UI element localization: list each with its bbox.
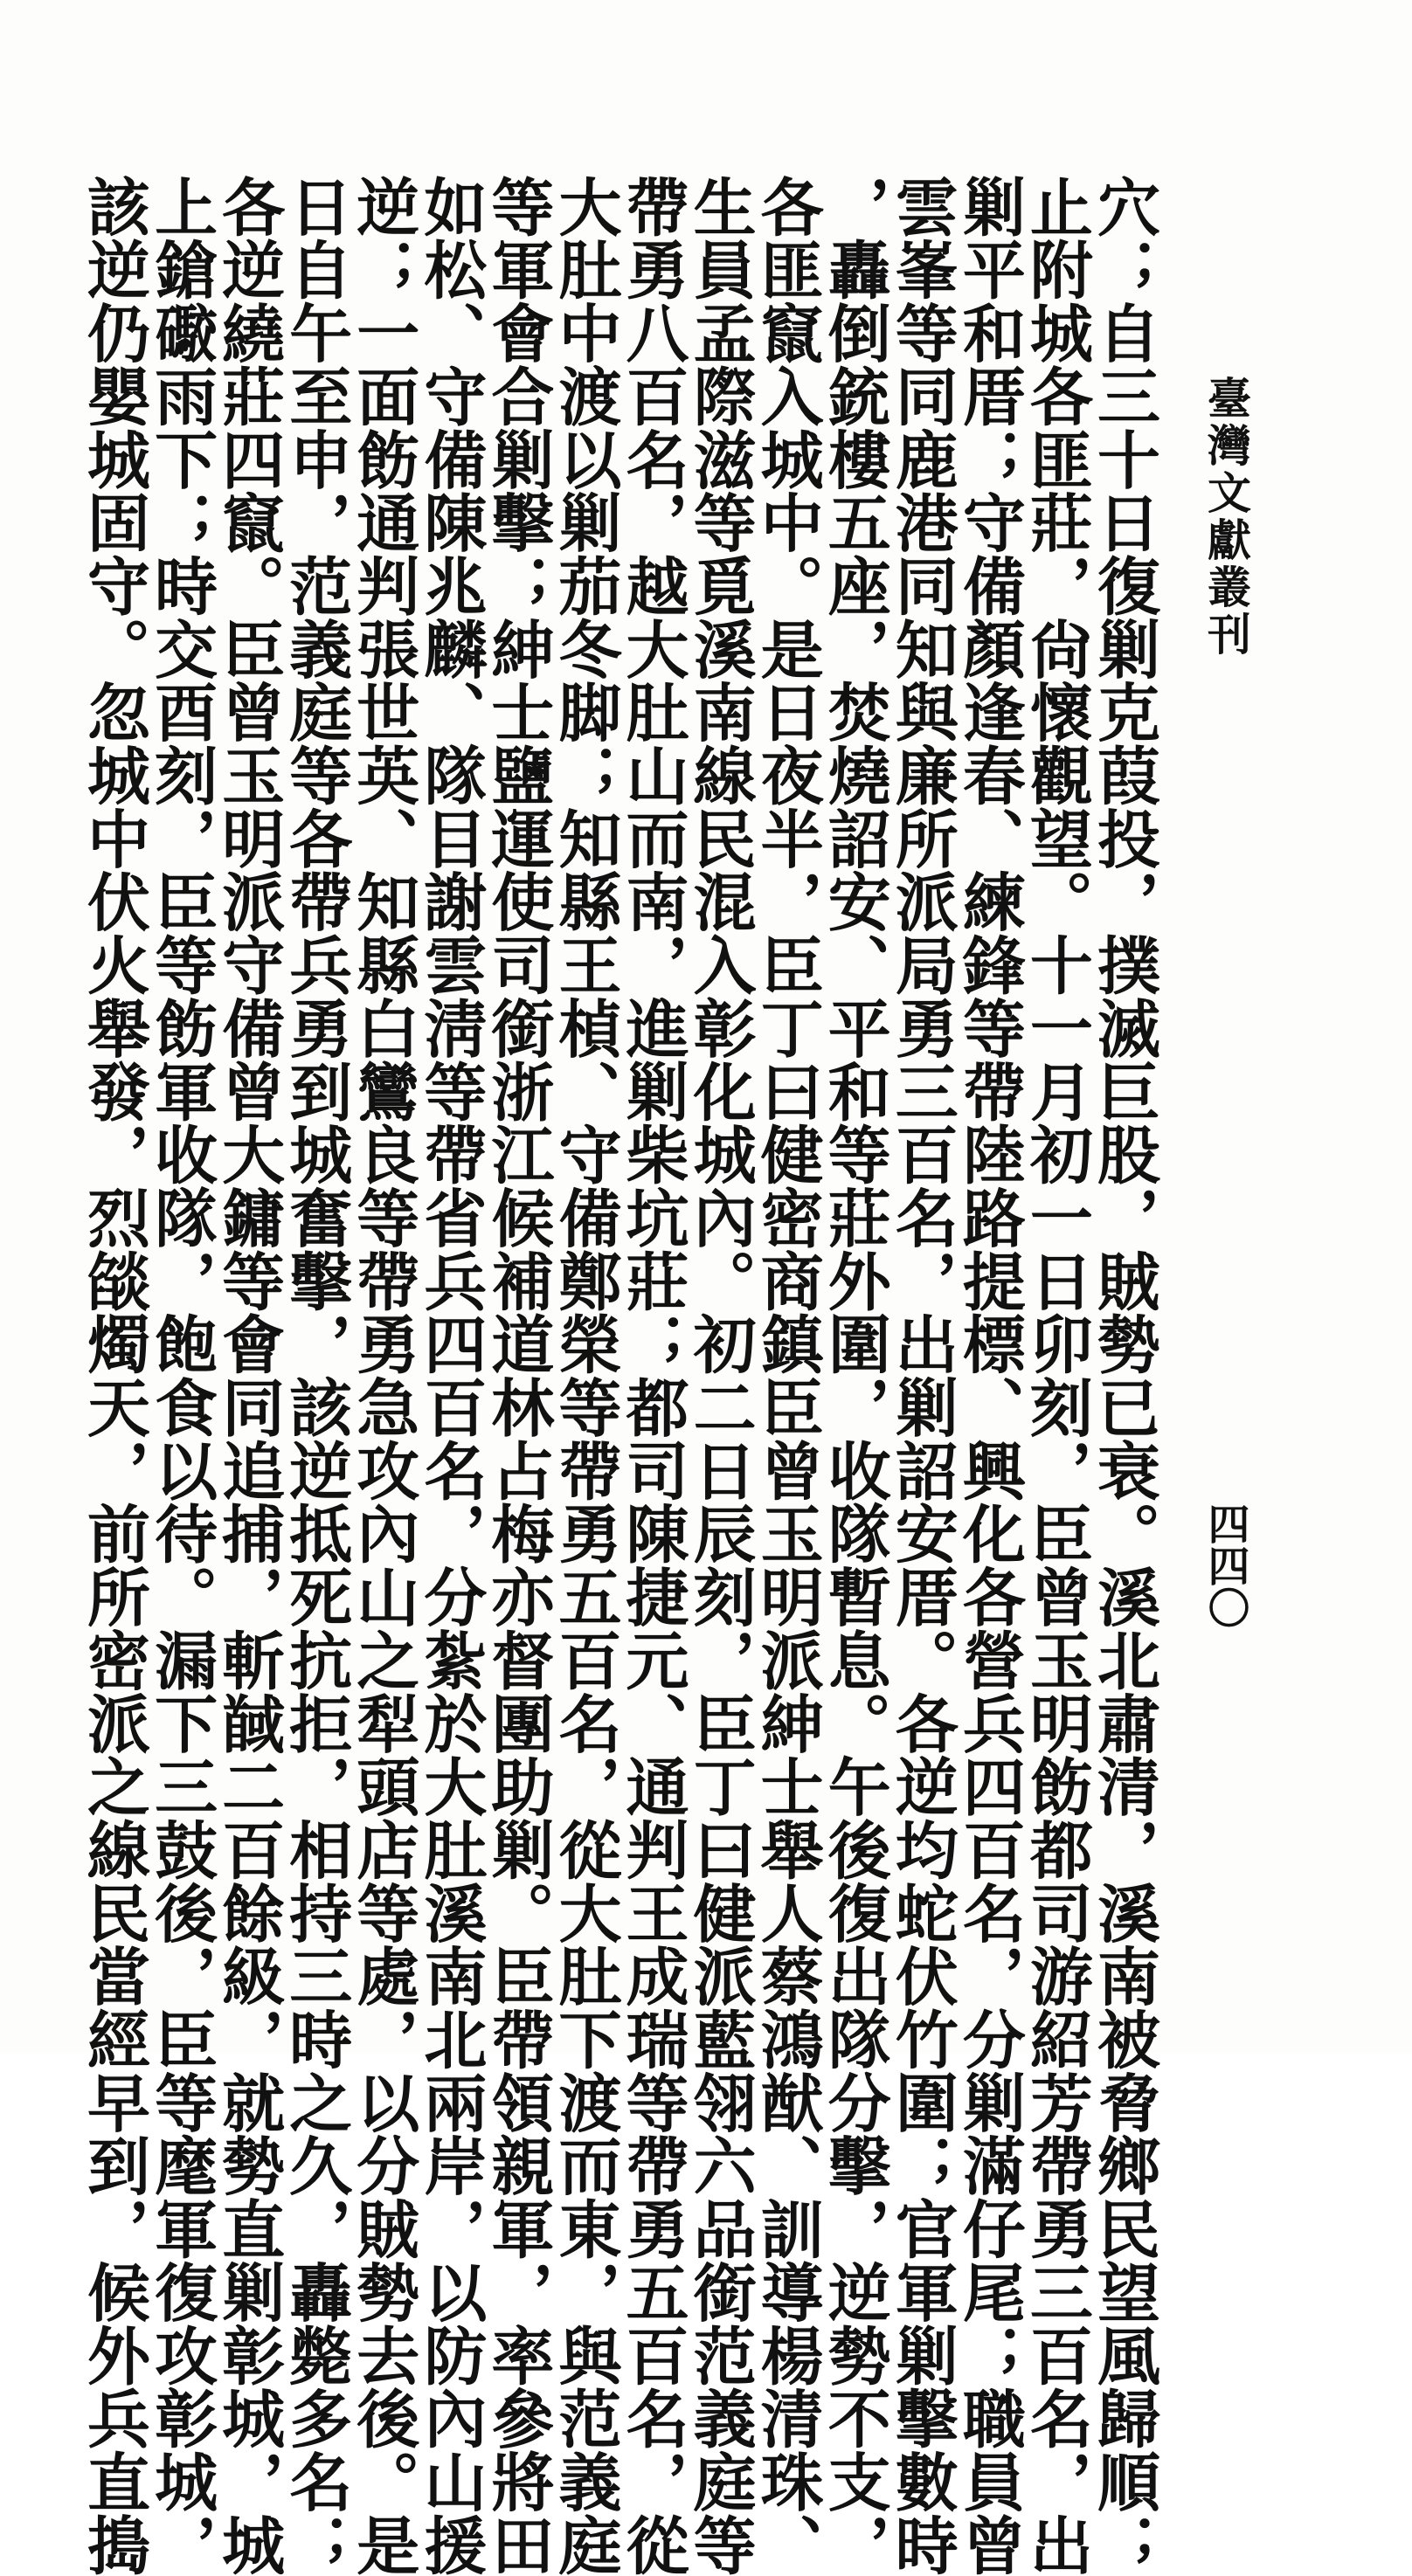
- text-column: 上鎗礮雨下；時交酉刻，臣等飭軍收隊，飽食以待。漏下三鼓後，臣等麾軍復攻彰城，: [144, 175, 219, 2576]
- text-column: 日自午至申，范義庭等各帶兵勇到城奮擊，該逆抵死抗拒，相持三時之久，轟斃多名；: [279, 175, 354, 2576]
- text-column: 大肚中渡以剿茄冬脚；知縣王楨、守備鄭榮等帶勇五百名，從大肚下渡而東，與范義庭: [548, 175, 623, 2576]
- running-title: 臺灣文獻叢刊: [1201, 376, 1252, 659]
- text-column: 雲峯等同鹿港同知與廉所派局勇三百名，出剿詔安厝。各逆均蛇伏竹圍；官軍剿擊數時: [884, 175, 959, 2576]
- text-column: 剿平和厝；守備顏逢春、練鋒等帶陸路提標、興化各營兵四百名，分剿滿仔尾；職員曾: [952, 175, 1027, 2576]
- text-column: 等軍會合剿擊；紳士鹽運使司銜浙江候補道林占梅亦督團助剿。臣帶領親軍，率參將田: [481, 175, 556, 2576]
- text-column: 穴；自三十日復剿克葭投，撲滅巨股，賊勢已衰。溪北肅清，溪南被脅鄉民望風歸順；: [1086, 175, 1161, 2576]
- text-column: 逆；一面飭通判張世英、知縣白鸞良等帶勇急攻內山之犁頭店等處，以分賊勢去後。是: [346, 175, 421, 2576]
- text-column: 如松、守備陳兆麟、隊目謝雲淸等帶省兵四百名，分紮於大肚溪南北兩岸，以防內山援: [413, 175, 488, 2576]
- text-column: 各逆繞莊四竄。臣曾玉明派守備曾大鏞等會同追捕，斬馘二百餘級，就勢直剿彰城，城: [211, 175, 287, 2576]
- text-column: 止附城各匪莊，尙懷觀望。十一月初一日卯刻，臣曾玉明飭都司游紹芳帶勇三百名，出: [1019, 175, 1094, 2576]
- page-number: 四四〇: [1201, 1502, 1249, 1628]
- text-column: 該逆仍嬰城固守。忽城中伏火舉發，烈燄燭天，前所密派之線民當經早到，候外兵直搗: [77, 175, 151, 2576]
- text-column: 各匪竄入城中。是日夜半，臣丁曰健密商鎮臣曾玉明派紳士舉人蔡鴻猷、訓導楊清珠、: [750, 175, 825, 2576]
- text-column: ，轟倒銃樓五座，焚燒詔安、平和等莊外圍，收隊暫息。午後復出隊分擊，逆勢不支，: [817, 175, 892, 2576]
- text-column: 帶勇八百名，越大肚山而南，進剿柴坑莊；都司陳捷元、通判王成瑞等帶勇五百名，從: [615, 175, 690, 2576]
- text-column: 生員孟際滋等覓溪南線民混入彰化城內。初二日辰刻，臣丁曰健派藍翎六品銜范義庭等: [682, 175, 758, 2576]
- body-text: [77, 175, 1161, 2576]
